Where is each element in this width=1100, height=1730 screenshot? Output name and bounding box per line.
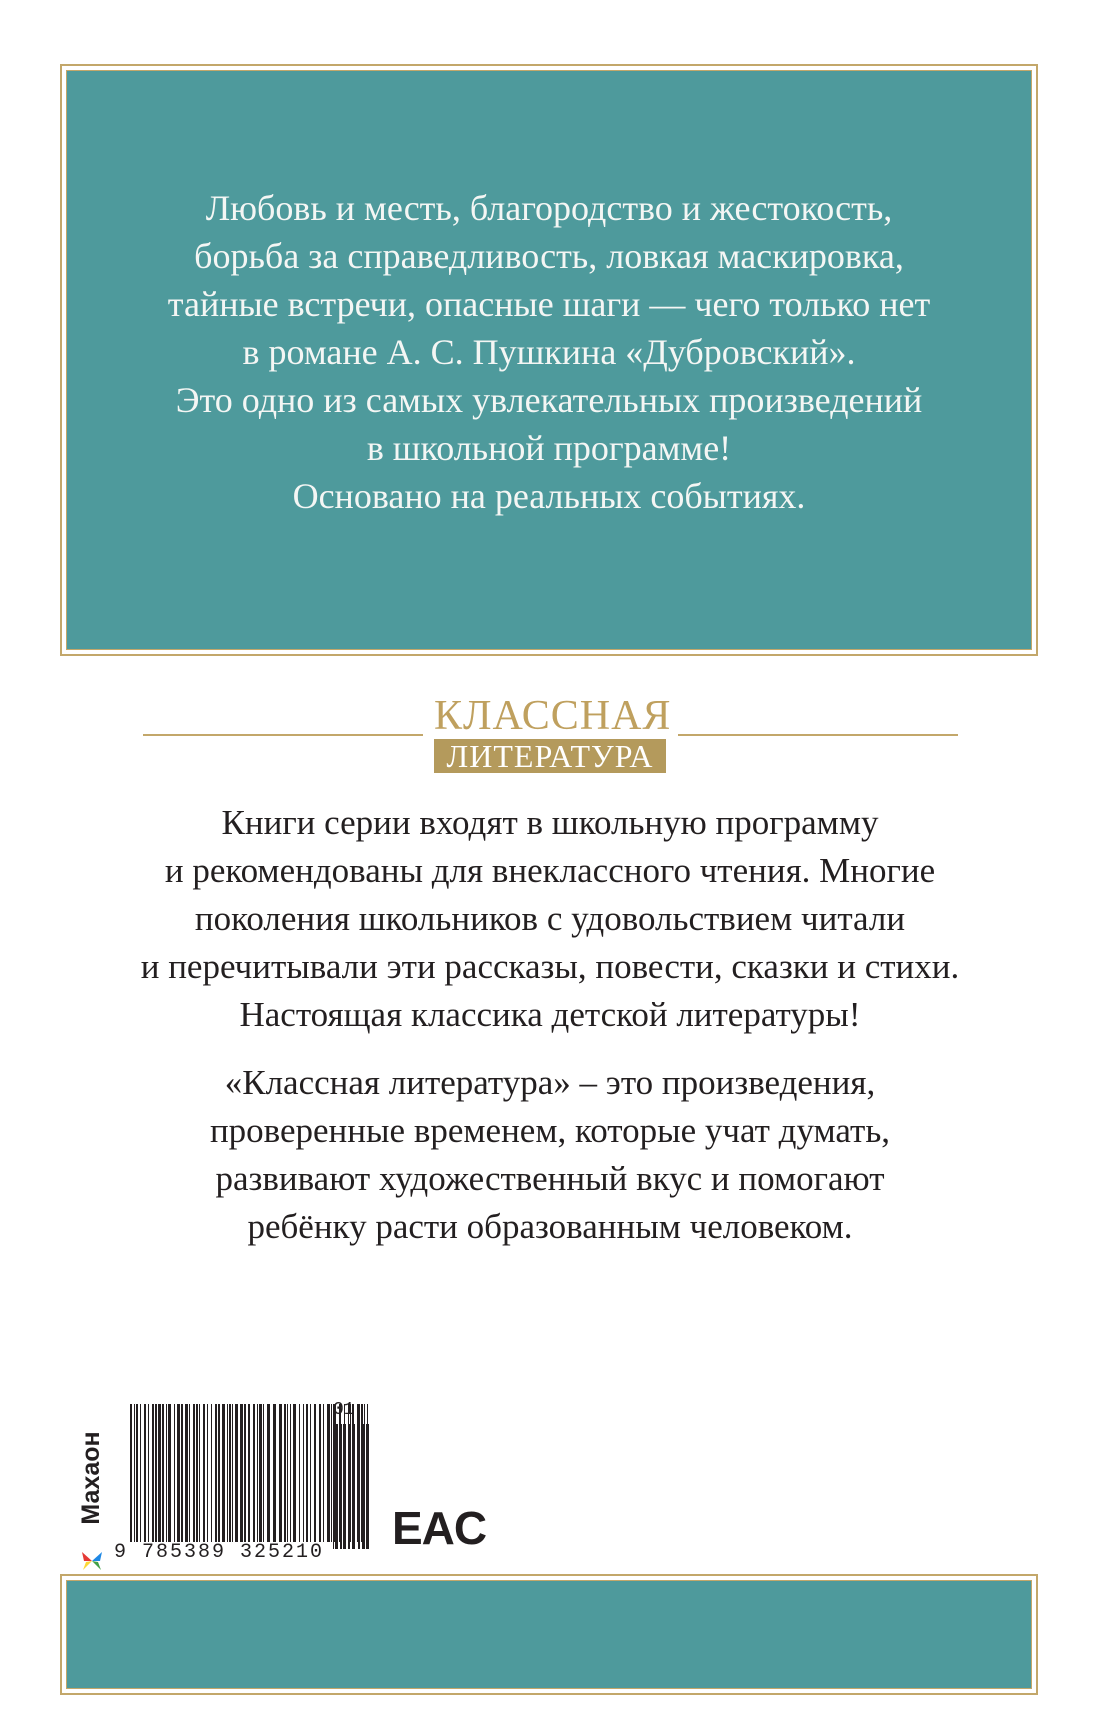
barcode-bar bbox=[259, 1404, 262, 1542]
series-rule-right bbox=[678, 734, 958, 736]
blurb-line: Любовь и месть, благородство и жестокость, bbox=[205, 188, 893, 228]
series-rule-left bbox=[143, 734, 423, 736]
series-title-bottom: ЛИТЕРАТУРА bbox=[434, 739, 666, 773]
barcode-bar bbox=[253, 1404, 255, 1542]
description-line: Книги серии входят в школьную программу bbox=[221, 803, 879, 842]
barcode-bar bbox=[218, 1404, 220, 1542]
barcode-bar bbox=[144, 1404, 146, 1542]
barcode-bar bbox=[244, 1404, 246, 1542]
barcode-bar bbox=[207, 1404, 208, 1542]
description-line: и рекомендованы для внеклассного чтения. Многие bbox=[164, 851, 936, 890]
barcode-bar bbox=[293, 1404, 296, 1542]
definition-line: развивают художественный вкус и помогают bbox=[215, 1159, 885, 1198]
description-line: поколения школьников с удовольствием читали bbox=[194, 899, 906, 938]
barcode-bar bbox=[290, 1404, 291, 1542]
barcode-bar bbox=[235, 1404, 238, 1542]
barcode-bar bbox=[155, 1404, 157, 1542]
bottom-panel-fill bbox=[66, 1580, 1032, 1689]
isbn-barcode bbox=[114, 1404, 370, 1564]
addon-bars bbox=[333, 1424, 371, 1549]
blurb-panel bbox=[60, 64, 1038, 656]
addon-bar bbox=[352, 1424, 355, 1549]
publisher-name: Махаон bbox=[77, 1431, 105, 1525]
addon-bar bbox=[348, 1424, 350, 1549]
definition-line: «Классная литература» – это произведения, bbox=[224, 1063, 876, 1102]
butterfly-icon bbox=[80, 1550, 104, 1572]
barcode-bar bbox=[227, 1404, 228, 1542]
barcode-bar bbox=[232, 1404, 233, 1542]
barcode-bar bbox=[177, 1404, 180, 1542]
barcode-bar bbox=[323, 1404, 324, 1542]
description-line: и перечитывали эти рассказы, повести, сказки и стихи. bbox=[140, 947, 960, 986]
publisher-logo bbox=[78, 1404, 106, 1564]
eac-certification-mark: EAC bbox=[392, 1502, 487, 1554]
barcode-bar bbox=[203, 1404, 205, 1542]
barcode-bar bbox=[181, 1404, 183, 1542]
barcode-bar bbox=[158, 1404, 161, 1542]
blurb-line: борьба за справедливость, ловкая маскировка, bbox=[194, 236, 904, 276]
addon-bar bbox=[333, 1424, 334, 1549]
barcode-bar bbox=[327, 1404, 330, 1542]
blurb-line: Это одно из самых увлекательных произведений bbox=[175, 380, 923, 420]
barcode-bar bbox=[284, 1404, 286, 1542]
barcode-bar bbox=[166, 1404, 167, 1542]
definition-line: проверенные временем, которые учат думать, bbox=[209, 1111, 891, 1150]
barcode-bar bbox=[240, 1404, 243, 1542]
blurb-line: в романе А. С. Пушкина «Дубровский». bbox=[242, 332, 856, 372]
barcode-bar bbox=[196, 1404, 198, 1542]
barcode-bar bbox=[134, 1404, 135, 1542]
barcode-bar bbox=[162, 1404, 164, 1542]
isbn-digits: 9 785389 325210 bbox=[114, 1541, 325, 1564]
series-description bbox=[0, 799, 1100, 1039]
barcode-bar bbox=[279, 1404, 282, 1542]
barcode-bar bbox=[136, 1404, 138, 1542]
series-title-top: КЛАССНАЯ bbox=[434, 693, 672, 739]
barcode-bar bbox=[299, 1404, 300, 1542]
description-line: Настоящая классика детской литературы! bbox=[239, 995, 861, 1034]
barcode-bar bbox=[248, 1404, 250, 1542]
barcode-bar bbox=[193, 1404, 195, 1542]
barcode-bar bbox=[222, 1404, 225, 1542]
addon-bar bbox=[343, 1424, 346, 1549]
addon-bar bbox=[340, 1424, 342, 1549]
barcode-bar bbox=[185, 1404, 188, 1542]
barcode-bar bbox=[189, 1404, 190, 1542]
barcode-bar bbox=[229, 1404, 231, 1542]
barcode-bar bbox=[267, 1404, 270, 1542]
blurb-text bbox=[62, 184, 1036, 520]
barcode-bar bbox=[215, 1404, 217, 1542]
barcode-bar bbox=[287, 1404, 288, 1542]
barcode-bar bbox=[319, 1404, 321, 1542]
barcode-bar bbox=[263, 1404, 264, 1542]
barcode-bar bbox=[152, 1404, 154, 1542]
barcode-bar bbox=[168, 1404, 171, 1542]
barcode-bar bbox=[310, 1404, 311, 1542]
addon-bar bbox=[358, 1424, 360, 1549]
bottom-panel bbox=[60, 1574, 1038, 1695]
barcode-bar bbox=[211, 1404, 212, 1542]
blurb-line: в школьной программе! bbox=[366, 428, 732, 468]
barcode-bar bbox=[257, 1404, 258, 1542]
blurb-line: тайные встречи, опасные шаги — чего только нет bbox=[167, 284, 931, 324]
addon-code: 01 bbox=[333, 1400, 355, 1420]
addon-bar bbox=[362, 1424, 365, 1549]
barcode-bar bbox=[314, 1404, 316, 1542]
addon-bar bbox=[366, 1424, 369, 1549]
barcode-bar bbox=[306, 1404, 308, 1542]
barcode-bar bbox=[273, 1404, 276, 1542]
addon-bar bbox=[335, 1424, 338, 1549]
series-definition bbox=[0, 1059, 1100, 1251]
barcode-bar bbox=[199, 1404, 200, 1542]
blurb-line: Основано на реальных событиях. bbox=[292, 476, 806, 516]
barcode-bar bbox=[303, 1404, 304, 1542]
barcode-bar bbox=[140, 1404, 141, 1542]
barcode-bar bbox=[174, 1404, 175, 1542]
barcode-bar bbox=[331, 1404, 332, 1542]
definition-line: ребёнку расти образованным человеком. bbox=[247, 1207, 853, 1246]
barcode-bar bbox=[130, 1404, 132, 1542]
barcode-bar bbox=[148, 1404, 149, 1542]
barcode-addon bbox=[333, 1400, 373, 1549]
